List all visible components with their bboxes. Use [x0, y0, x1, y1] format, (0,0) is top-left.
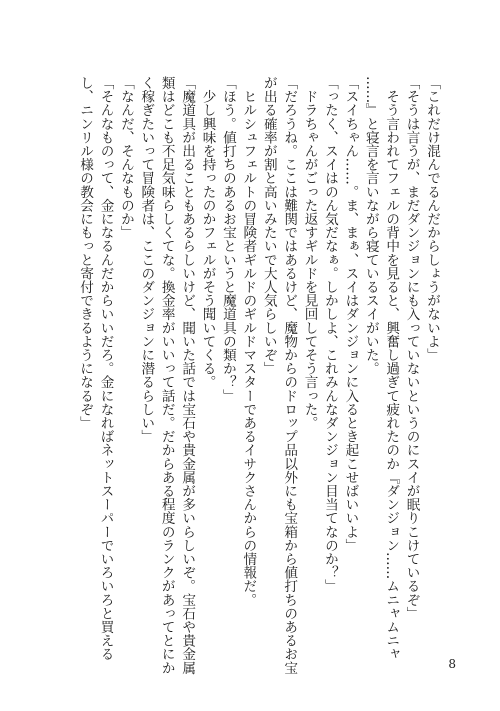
- text-line: 「だろうね。ここは難関ではあるけど、魔物からのドロップ品以外にも宝箱から値打ちのあるお宝: [281, 76, 298, 675]
- text-line: 「そうは言うが、まだダンジョンにも入っていないというのにスイが眠りこけているぞ」: [403, 76, 420, 620]
- text-line: 「これだけ混んでるんだからしょうがないよ」: [424, 76, 440, 362]
- page-number: 8: [448, 657, 456, 671]
- text-line: 「スイちゃん……。ま、まぁ、スイはダンジョンに入るとき起こせばいいよ」: [342, 76, 359, 552]
- text-line: 「ほう。値打ちのあるお宝というと魔道具の類か？」: [219, 76, 236, 403]
- text-line: 「魔道具が出ることもあるらしいけど、聞いた話では宝石や貴金属が多いらしいぞ。宝石や貴金属: [179, 76, 196, 675]
- text-line: ヒルシュフェルトの冒険者ギルドのギルドマスターであるイサクさんからの情報だ。: [240, 76, 257, 607]
- text-line: 「ったく、スイはのん気だなぁ。しかしよ、これみんなダンジョン目当てなのか？」: [321, 76, 338, 593]
- text-line: そう言われてフェルの背中を見ると、興奮し過ぎて疲れたのか『ダンジョン……ムニャムニャ: [383, 76, 400, 661]
- text-line: く稼ぎたいって冒険者は、ここのダンジョンに潜るらしい」: [138, 76, 155, 444]
- text-line: し、ニンリル様の教会にもっと寄付できるようになるぞ」: [77, 76, 94, 430]
- text-line: 類はどこも不足気味らしくてな。換金率がいいって話だ。だからある程度のランクがあってとにか: [158, 76, 175, 675]
- text-line: ……』と寝言を言いながら寝ているスイがいた。: [362, 76, 379, 376]
- text-line: 少し興味を持ったのかフェルがそう聞いてくる。: [199, 76, 216, 389]
- text-line: 「そんなものって、金になるんだからいいだろ。金になればネットスーパーでいろいろと買える: [97, 76, 114, 661]
- text-line: ドラちゃんがごった返すギルドを見回してそう言った。: [301, 76, 318, 430]
- text-line: が出る確率が割と高いみたいで大人気らしいぞ」: [260, 76, 277, 376]
- body-text: [75, 76, 442, 675]
- text-line: 「なんだ、そんなものか」: [117, 76, 134, 240]
